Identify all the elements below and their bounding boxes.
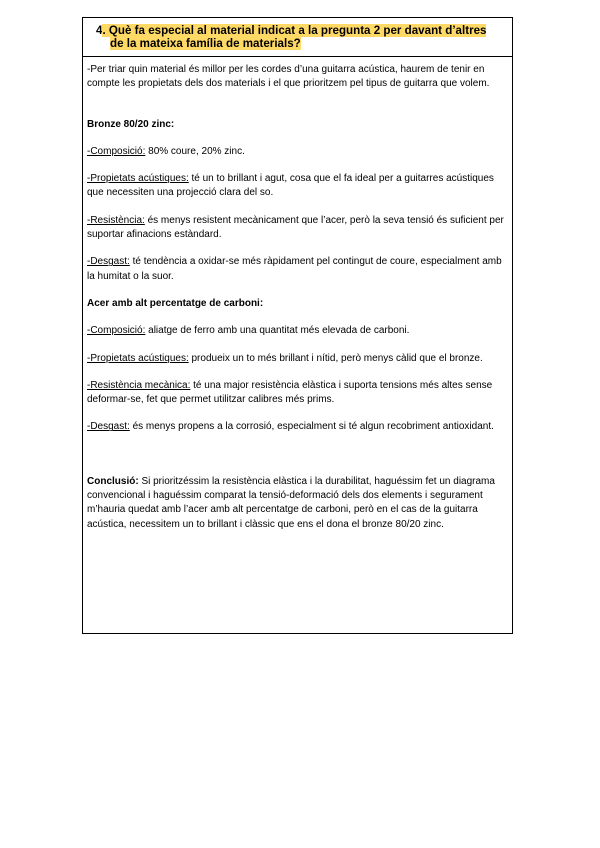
bronze-resistance [87, 214, 506, 243]
answer-content [83, 57, 512, 532]
steel-wear-text: és menys propens a la corrosió, especialment si té algun recobriment antioxidant. [129, 421, 494, 433]
steel-composition-label: -Composició: [87, 325, 146, 337]
bronze-composition-label: -Composició: [87, 145, 146, 157]
steel-composition-text: aliatge de ferro amb una quantitat més elevada de carboni. [145, 325, 410, 337]
steel-composition [87, 324, 506, 338]
bronze-wear [87, 255, 506, 284]
bronze-acoustic-text: té un to brillant i agut, cosa que el fa ideal per a guitarres acústiques que necessiten una projecció clara del so. [87, 173, 494, 199]
steel-wear-label: -Desgast: [87, 421, 130, 433]
intro-paragraph: -Per triar quin material és millor per les cordes d’una guitarra acústica, haurem de tenir en compte les propietats dels dos materials i el que prioritzem pel tipus de guitarra que volem. [87, 64, 490, 90]
question-text-line-2: de la mateixa família de materials? [110, 37, 301, 50]
steel-resistance [87, 379, 506, 408]
bronze-resistance-label: -Resistència: [87, 214, 145, 226]
question-number: 4 [96, 24, 103, 37]
bronze-acoustic [87, 172, 506, 201]
steel-heading: Acer amb alt percentatge de carboni: [87, 297, 264, 309]
bronze-resistance-text: és menys resistent mecànicament que l’acer, però la seva tensió és suficient per suportar afinacions estàndard. [87, 214, 504, 241]
steel-acoustic [87, 352, 506, 366]
bronze-heading: Bronze 80/20 zinc: [87, 118, 175, 130]
conclusion-label: Conclusió: [87, 475, 139, 487]
question-text-line-1: . Què fa especial al material indicat a la pregunta 2 per davant d’altres [102, 24, 487, 37]
bronze-acoustic-label: -Propietats acústiques: [87, 173, 189, 185]
conclusion-paragraph [87, 475, 506, 532]
question-line-1 [96, 24, 504, 37]
bronze-wear-text: té tendència a oxidar-se més ràpidament pel contingut de coure, especialment amb la humitat o la suor. [87, 256, 502, 282]
bronze-composition [87, 145, 506, 159]
steel-wear [87, 420, 506, 434]
answer-table [82, 17, 513, 634]
question-line-2 [96, 37, 504, 50]
bronze-composition-text: 80% coure, 20% zinc. [145, 145, 245, 157]
conclusion-text: Si prioritzéssim la resistència elàstica i la durabilitat, haguéssim fet un diagrama convencional i haguéssim comparat la tensió-deformació dels dos elements i segurament m’hauria quedat amb l’acer amb alt percentatge de carboni, però en el cas de la guitarra acústica, necessitem un to brillant i clàssic que ens el dona el bronze 80/20 zinc. [87, 475, 495, 530]
question-header [83, 18, 512, 57]
steel-acoustic-label: -Propietats acústiques: [87, 352, 189, 364]
bronze-wear-label: -Desgast: [87, 256, 130, 268]
steel-resistance-label: -Resistència mecànica: [87, 379, 191, 391]
steel-acoustic-text: produeix un to més brillant i nítid, però menys càlid que el bronze. [188, 352, 483, 364]
steel-resistance-text: té una major resistència elàstica i suporta tensions més altes sense deformar-se, fet que permet utilitzar calibres més prims. [87, 379, 493, 406]
